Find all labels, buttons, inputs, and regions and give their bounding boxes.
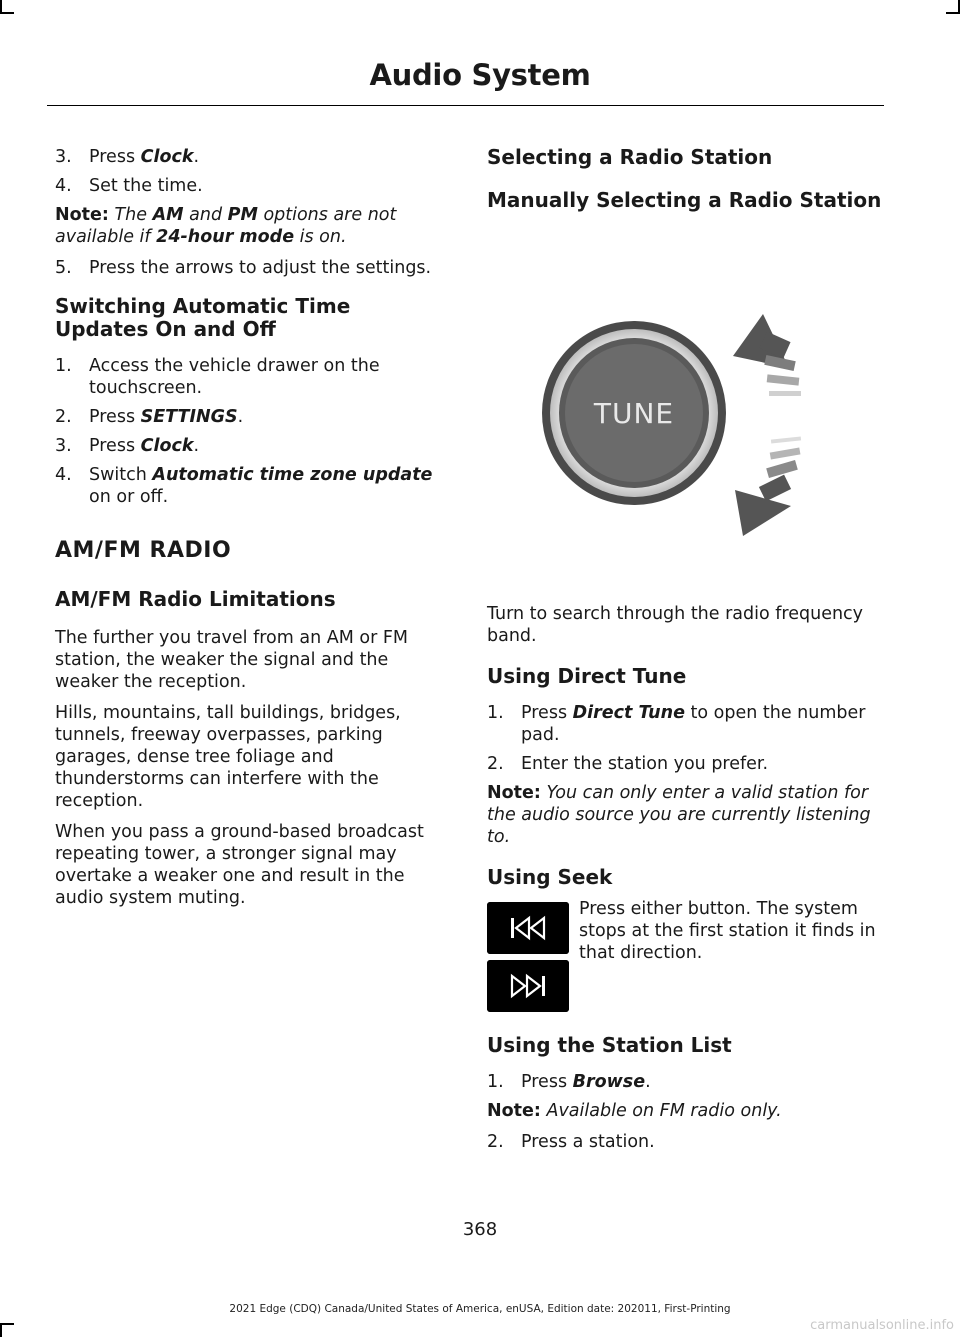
step-text: Press the arrows to adjust the settings.	[89, 258, 432, 278]
tune-knob-illustration	[487, 296, 882, 556]
page-number: 368	[462, 1219, 498, 1240]
ui-term: Browse	[572, 1072, 646, 1092]
step-text: .	[193, 436, 200, 456]
arrow-down-icon	[735, 436, 801, 536]
step-number: 2.	[487, 754, 504, 774]
section-heading: AM/FM Radio Limitations	[55, 587, 336, 611]
page-title: Audio System	[369, 58, 591, 92]
ui-term: Automatic time zone update	[152, 465, 433, 485]
chapter-heading: AM/FM RADIO	[55, 538, 232, 563]
step-text: on or off.	[89, 487, 169, 507]
step-text: Press	[89, 436, 141, 456]
ui-term: Direct Tune	[572, 703, 685, 723]
left-column	[55, 146, 450, 918]
step-text: Press a station.	[521, 1132, 655, 1152]
arrow-up-icon	[733, 314, 801, 396]
step-text: Switch	[89, 465, 153, 485]
list-item	[55, 406, 450, 428]
note	[487, 782, 882, 848]
paragraph: Hills, mountains, tall buildings, bridges, tunnels, freeway overpasses, parking garages, dense tree foliage and thunderstorms can interfere with the reception.	[55, 703, 401, 811]
step-text: Access the vehicle drawer on the touchscreen.	[89, 356, 380, 398]
note-text: and	[183, 205, 228, 225]
step-number: 3.	[55, 436, 72, 456]
list-item	[55, 355, 450, 399]
step-number: 2.	[55, 407, 72, 427]
step-number: 4.	[55, 176, 72, 196]
step-text: Press	[521, 1072, 573, 1092]
section-heading: Using Seek	[487, 865, 613, 889]
ui-term: 24-hour mode	[156, 227, 295, 247]
step-number: 4.	[55, 465, 72, 485]
step-text: Enter the station you prefer.	[521, 754, 769, 774]
step-number: 1.	[487, 703, 504, 723]
step-text: Press	[89, 407, 141, 427]
list-item	[487, 1131, 882, 1153]
step-text: to open the number pad.	[521, 703, 866, 745]
section-heading: Switching Automatic Time Updates On and Off	[55, 294, 351, 341]
list-item	[55, 464, 450, 508]
list-item	[487, 702, 882, 746]
section-heading: Selecting a Radio Station	[487, 145, 773, 169]
note-text: Available on FM radio only.	[540, 1101, 782, 1121]
list-item	[487, 1071, 882, 1093]
right-column-bottom	[487, 603, 882, 903]
note-text: is on.	[294, 227, 347, 247]
step-number: 2.	[487, 1132, 504, 1152]
ui-term: PM	[227, 205, 258, 225]
step-number: 3.	[55, 147, 72, 167]
section-heading: Using the Station List	[487, 1033, 732, 1057]
paragraph: When you pass a ground-based broadcast repeating tower, a stronger signal may overtake a weaker one and result in the audio system muting.	[55, 822, 424, 908]
right-column-list	[487, 1034, 882, 1160]
note-label: Note:	[487, 1101, 541, 1121]
ui-term: Clock	[140, 147, 194, 167]
step-number: 5.	[55, 258, 72, 278]
step-number: 1.	[487, 1072, 504, 1092]
knob-label: TUNE	[593, 397, 675, 430]
paragraph: The further you travel from an AM or FM station, the weaker the signal and the weaker the reception.	[55, 628, 409, 692]
ui-term: AM	[152, 205, 184, 225]
note-text: options are not available if	[55, 205, 397, 247]
list-item	[55, 435, 450, 457]
ui-term: SETTINGS	[140, 407, 238, 427]
list-item	[55, 146, 450, 168]
ui-term: Clock	[140, 436, 194, 456]
step-text: .	[645, 1072, 651, 1092]
note-label: Note:	[55, 205, 109, 225]
header-divider	[47, 105, 884, 106]
step-text: Press	[89, 147, 141, 167]
note	[487, 1100, 882, 1122]
crop-mark	[0, 1323, 14, 1325]
step-text: Press	[521, 703, 573, 723]
step-number: 1.	[55, 356, 72, 376]
list-item	[55, 175, 450, 197]
seek-description: Press either button. The system stops at the first station it finds in that direction.	[579, 899, 876, 963]
crop-mark	[946, 12, 960, 14]
crop-mark	[0, 1323, 2, 1337]
section-heading: Using Direct Tune	[487, 664, 687, 688]
seek-next-icon	[487, 960, 569, 1012]
note-text: You can only enter a valid station for the audio source you are currently listening to.	[487, 783, 871, 847]
note-label: Note:	[487, 783, 541, 803]
seek-buttons	[487, 902, 569, 1018]
figure-caption: Turn to search through the radio frequency band.	[487, 604, 864, 646]
step-text: .	[237, 407, 244, 427]
crop-mark	[0, 12, 14, 14]
step-text: Set the time.	[89, 176, 203, 196]
right-column-top	[487, 146, 882, 226]
note	[55, 204, 450, 248]
list-item	[487, 753, 882, 775]
section-heading: Manually Selecting a Radio Station	[487, 188, 882, 212]
edition-info: 2021 Edge (CDQ) Canada/United States of America, enUSA, Edition date: 202011, First-Printing	[229, 1303, 731, 1315]
seek-previous-icon	[487, 902, 569, 954]
list-item	[55, 257, 450, 279]
note-text: The	[108, 205, 153, 225]
watermark: carmanualsonline.info	[810, 1318, 954, 1333]
step-text: .	[193, 147, 200, 167]
